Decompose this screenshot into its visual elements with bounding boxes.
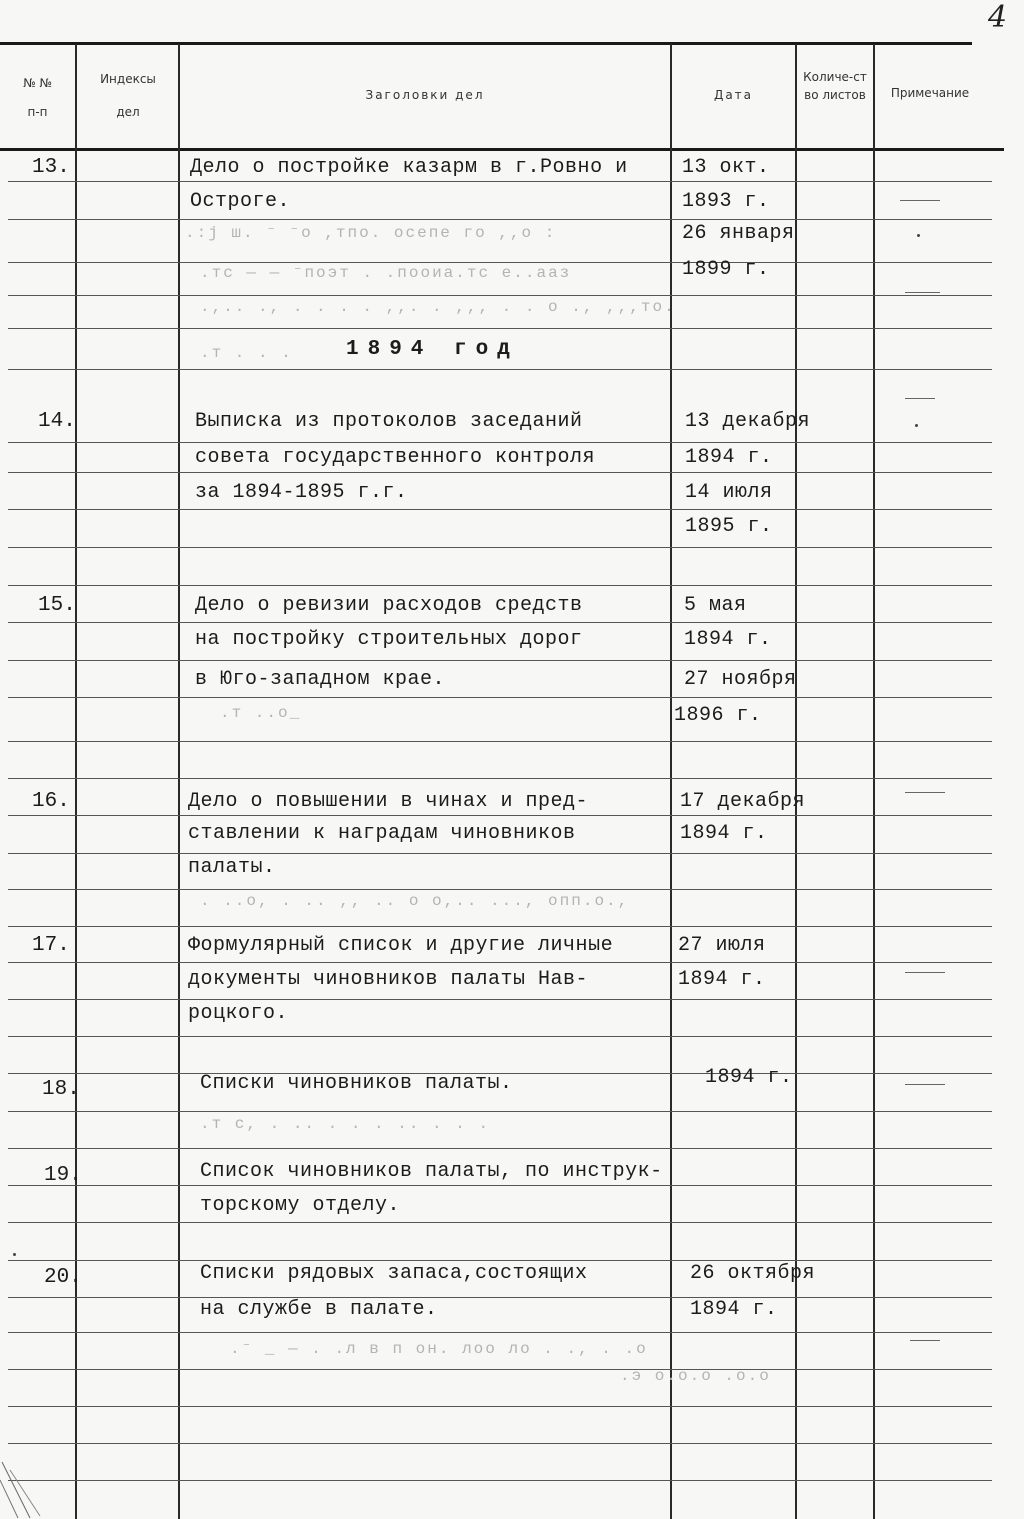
- entry-date-line: 13 декабря: [685, 410, 811, 433]
- entry-date-line: 1895 г.: [685, 515, 773, 538]
- bleed-through-text: .тс — — ⁻поэт . .пооиа.тс е..ааз: [200, 264, 572, 282]
- header-title: Заголовки дел: [365, 88, 485, 102]
- bleed-through-text: .,.. ., . . . . ,,. . ,,, . . о ., ,,,то.: [200, 298, 676, 316]
- bleed-through-text: .:ј ш. ⁻ ⁻о ,тпо. осепе го ,,о :: [185, 224, 557, 242]
- top-border: [0, 42, 972, 45]
- entry-number: 16.: [32, 790, 70, 813]
- entry-title-line: палаты.: [188, 856, 276, 879]
- bleed-through-text: .⁻ _ — . .л в п он. лоо ло . ., . .о: [230, 1340, 648, 1358]
- entry-title-line: документы чиновников палаты Нав-: [188, 968, 589, 991]
- entry-number: 15.: [38, 594, 76, 617]
- bleed-through-text: . ..о, . .. ,, .. о о,.. ..., опп.о.,: [200, 892, 630, 910]
- entry-title-line: Остроге.: [190, 190, 291, 213]
- bleed-through-text: .т . . .: [200, 344, 293, 362]
- entry-title-line: роцкого.: [188, 1002, 289, 1025]
- entry-title-line: Список чиновников палаты, по инструк-: [200, 1160, 663, 1183]
- entry-date-line: 1893 г.: [682, 190, 770, 213]
- entry-title-line: в Юго-западном крае.: [195, 668, 446, 691]
- header-count: Количе-ство листов: [803, 70, 867, 102]
- entry-number: 13.: [32, 156, 70, 179]
- year-heading: 1894 год: [346, 338, 519, 361]
- header-no: № № п-п: [23, 76, 52, 119]
- entry-date-line: 5 мая: [684, 594, 747, 617]
- entry-date-line: 1894 г.: [678, 968, 766, 991]
- dot-mark: [917, 234, 920, 237]
- entry-number: 17.: [32, 934, 70, 957]
- entry-date-line: 26 января: [682, 222, 795, 245]
- entry-number: 18.: [42, 1078, 80, 1101]
- entry-title-line: Дело о постройке казарм в г.Ровно и: [190, 156, 628, 179]
- entry-date-line: 17 декабря: [680, 790, 806, 813]
- entry-number: 14.: [38, 410, 76, 433]
- entry-title-line: совета государственного контроля: [195, 446, 596, 469]
- entry-date-line: 1894 г.: [690, 1298, 778, 1321]
- header-date: Дата: [713, 88, 754, 102]
- entry-title-line: Формулярный список и другие личные: [188, 934, 614, 957]
- entry-number: 20.: [44, 1266, 82, 1289]
- entry-date-line: 1894 г.: [680, 822, 768, 845]
- entry-title-line: на службе в палате.: [200, 1298, 438, 1321]
- entry-title-line: Дело о ревизии расходов средств: [195, 594, 583, 617]
- bleed-through-text: .т ..о_: [220, 704, 302, 722]
- entry-date-line: 14 июля: [685, 481, 773, 504]
- header-note: Примечание: [890, 86, 970, 100]
- entry-date-line: 13 окт.: [682, 156, 770, 179]
- entry-date-line: 1896 г.: [674, 704, 762, 727]
- entry-title-line: торскому отделу.: [200, 1194, 401, 1217]
- entry-date-line: 27 июля: [678, 934, 766, 957]
- header-index: Индексы дел: [100, 72, 156, 119]
- page-corner-mark: 4: [988, 0, 1008, 35]
- header-bottom-border: [0, 148, 1004, 151]
- bleed-through-text: .т с, . .. . . . .. . . .: [200, 1115, 491, 1133]
- entry-title-line: на постройку строительных дорог: [195, 628, 583, 651]
- entry-title-line: Списки чиновников палаты.: [200, 1072, 513, 1095]
- dot-mark: [13, 1253, 16, 1256]
- entry-date-line: 1899 г.: [682, 258, 770, 281]
- entry-title-line: Списки рядовых запаса,состоящих: [200, 1262, 588, 1285]
- entry-title-line: Выписка из протоколов заседаний: [195, 410, 583, 433]
- entry-date-line: 26 октября: [690, 1262, 816, 1285]
- entry-date-line: 1894 г.: [705, 1066, 793, 1089]
- dot-mark: [915, 424, 918, 427]
- entry-number: 19.: [44, 1164, 82, 1187]
- corner-scratch: [0, 1460, 60, 1519]
- entry-date-line: 1894 г.: [685, 446, 773, 469]
- entry-date-line: 1894 г.: [684, 628, 772, 651]
- entry-title-line: ставлении к наградам чиновников: [188, 822, 576, 845]
- bleed-through-text: .э о.о.о .о.о: [620, 1367, 771, 1385]
- entry-title-line: за 1894-1895 г.г.: [195, 481, 408, 504]
- entry-title-line: Дело о повышении в чинах и пред-: [188, 790, 589, 813]
- entry-date-line: 27 ноября: [684, 668, 797, 691]
